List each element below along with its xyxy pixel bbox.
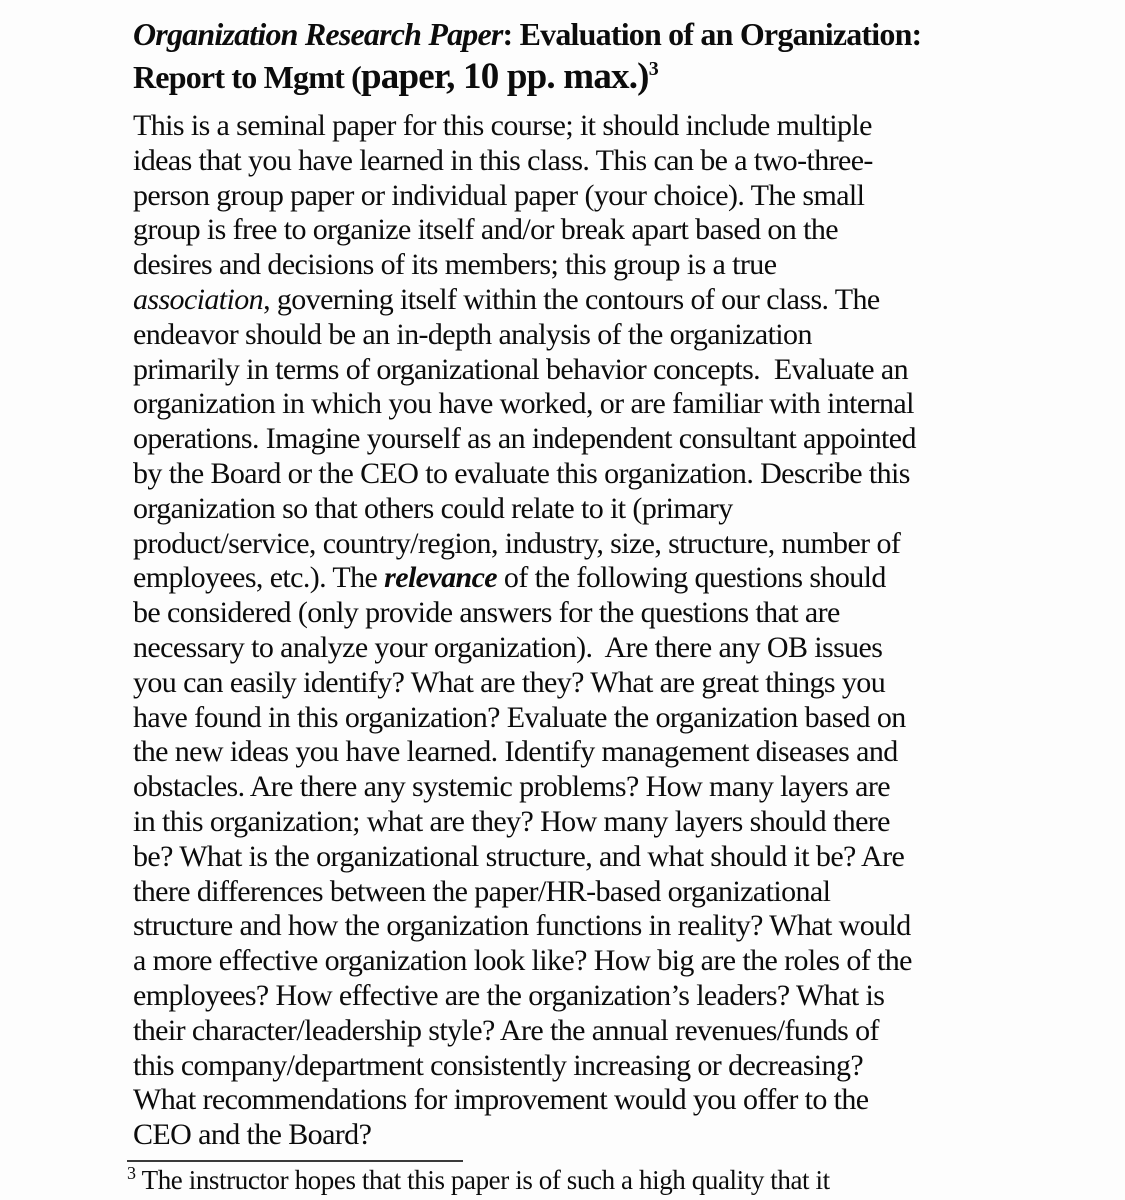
body-segment: a more effective organization look like? How big are the roles of the — [133, 944, 912, 978]
body-segment: you can easily identify? What are they? What are great things you — [133, 665, 886, 699]
body-line — [133, 1083, 1053, 1118]
title-line-2 — [133, 54, 1053, 105]
body-segment: , governing itself within the contours of our class. The — [263, 282, 880, 316]
body-segment: obstacles. Are there any systemic problems? How many layers are — [133, 770, 890, 804]
footnote-marker: 3 — [127, 1163, 136, 1184]
body-line — [133, 387, 1053, 422]
body-segment: by the Board or the CEO to evaluate this organization. Describe this — [133, 456, 910, 490]
body-segment: operations. Imagine yourself as an independent consultant appointed — [133, 422, 916, 456]
body-segment: endeavor should be an in-depth analysis of the organization — [133, 317, 812, 351]
title-segment: Organization Research Paper — [133, 16, 503, 52]
body-segment: structure and how the organization functions in reality? What would — [133, 909, 911, 943]
footnote-text: The instructor hopes that this paper is of such a high quality that it — [141, 1165, 830, 1195]
body-segment: be? What is the organizational structure, and what should it be? Are — [133, 839, 905, 873]
body-segment: association — [133, 282, 264, 316]
body-segment: have found in this organization? Evaluate the organization based on — [133, 700, 906, 734]
footnote — [127, 1164, 1117, 1199]
body-line — [133, 701, 1053, 736]
body-line — [133, 735, 1053, 770]
body-line — [133, 875, 1053, 910]
body-segment: employees? How effective are the organization’s leaders? What is — [133, 978, 885, 1012]
assignment-title — [133, 14, 1053, 105]
title-segment: 3 — [648, 58, 659, 80]
assignment-body — [133, 109, 1053, 1153]
body-segment: person group paper or individual paper (your choice). The small — [133, 178, 865, 212]
body-segment: desires and decisions of its members; this group is a true — [133, 248, 777, 282]
body-line — [133, 909, 1053, 944]
body-segment: employees, etc.). The — [133, 561, 385, 595]
body-segment: the new ideas you have learned. Identify management diseases and — [133, 735, 898, 769]
title-segment: Report to Mgmt ( — [133, 59, 361, 95]
body-line — [133, 805, 1053, 840]
body-line — [133, 979, 1053, 1014]
body-line — [133, 248, 1053, 283]
body-segment: What recommendations for improvement would you offer to the — [133, 1083, 869, 1117]
footnote-separator-rule — [127, 1160, 463, 1162]
body-segment: relevance — [384, 561, 498, 595]
body-line — [133, 631, 1053, 666]
footnote-area — [127, 1160, 1117, 1199]
body-line — [133, 840, 1053, 875]
body-segment: be considered (only provide answers for the questions that are — [133, 596, 840, 630]
body-line — [133, 492, 1053, 527]
body-segment: CEO and the Board? — [133, 1118, 372, 1152]
body-segment: there differences between the paper/HR-based organizational — [133, 874, 831, 908]
body-segment: organization so that others could relate to it (primary — [133, 491, 733, 525]
body-segment: in this organization; what are they? How many layers should there — [133, 804, 890, 838]
body-segment: ideas that you have learned in this class. This can be a two-three- — [133, 143, 873, 177]
body-line — [133, 318, 1053, 353]
body-line — [133, 944, 1053, 979]
body-segment: product/service, country/region, industry, size, structure, number of — [133, 526, 901, 560]
body-segment: This is a seminal paper for this course; it should include multiple — [133, 109, 872, 142]
body-segment: their character/leadership style? Are the annual revenues/funds of — [133, 1013, 879, 1047]
body-line — [133, 179, 1053, 214]
document-content — [133, 14, 1053, 1153]
body-line — [133, 422, 1053, 457]
body-line — [133, 109, 1053, 144]
body-line — [133, 213, 1053, 248]
body-line — [133, 283, 1053, 318]
body-line — [133, 144, 1053, 179]
body-line — [133, 1049, 1053, 1084]
body-line — [133, 353, 1053, 388]
body-segment: necessary to analyze your organization). Are there any OB issues — [133, 630, 883, 664]
body-segment: this company/department consistently increasing or decreasing? — [133, 1048, 864, 1082]
body-segment: primarily in terms of organizational behavior concepts. Evaluate an — [133, 352, 909, 386]
body-segment: of the following questions should — [497, 561, 886, 595]
body-segment: group is free to organize itself and/or break apart based on the — [133, 213, 838, 247]
body-line — [133, 1118, 1053, 1153]
title-line-1 — [133, 14, 1053, 54]
body-segment: organization in which you have worked, or are familiar with internal — [133, 387, 914, 421]
body-line — [133, 596, 1053, 631]
body-line — [133, 1014, 1053, 1049]
body-line — [133, 561, 1053, 596]
title-segment: paper, 10 pp. max.) — [361, 56, 649, 97]
body-line — [133, 770, 1053, 805]
body-line — [133, 457, 1053, 492]
title-segment: : Evaluation of an Organization: — [502, 16, 922, 52]
body-line — [133, 527, 1053, 562]
body-line — [133, 666, 1053, 701]
